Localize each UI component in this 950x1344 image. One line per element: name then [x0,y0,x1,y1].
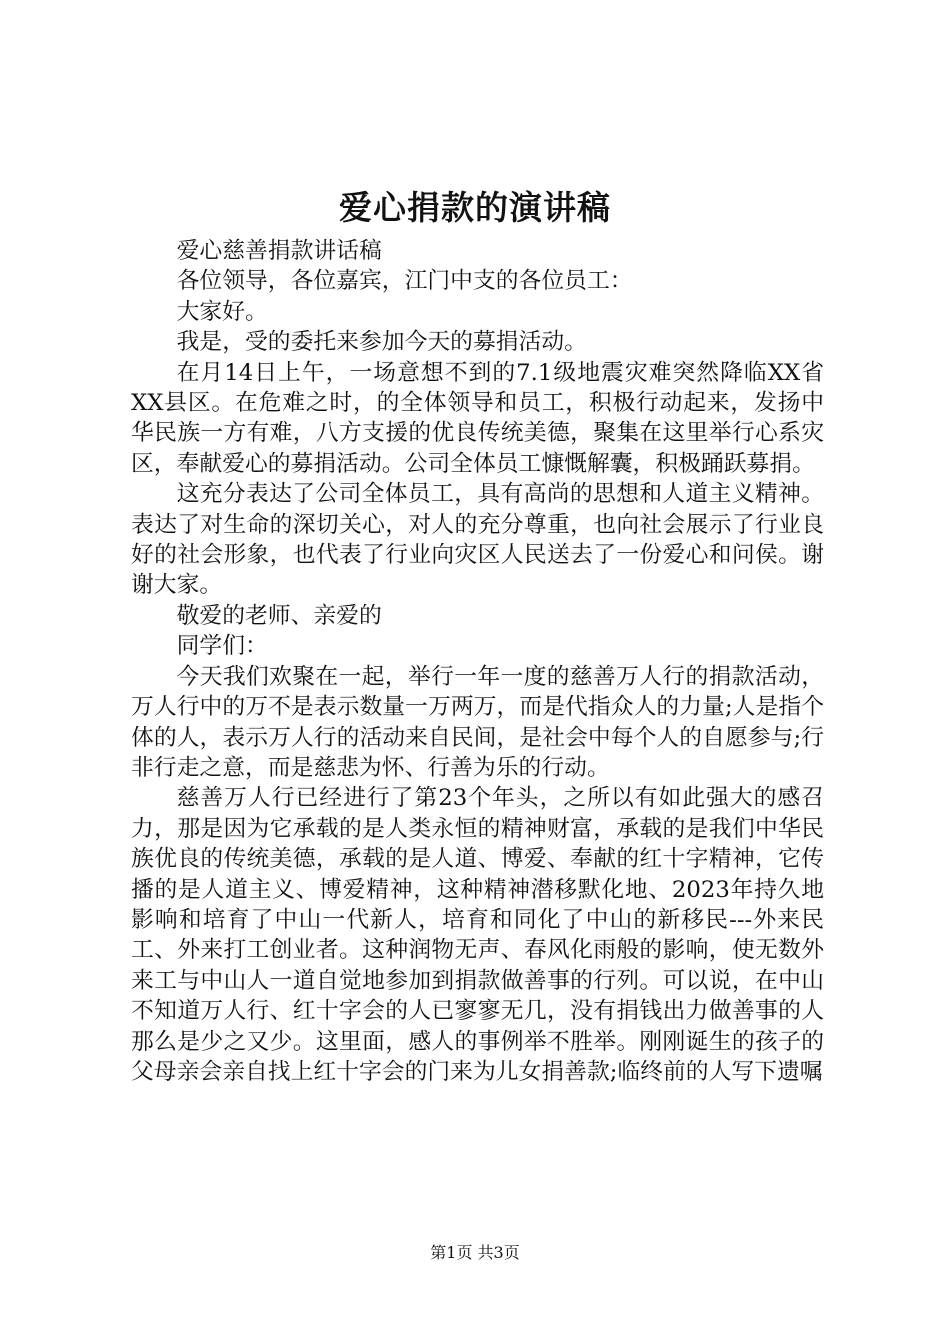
paragraph: 我是，受的委托来参加今天的募捐活动。 [176,329,587,356]
paragraph: 在月14日上午，一场意想不到的7.1级地震灾难突然降临XX省XX县区。在危难之时，的全体领导和员工，积极行动起来，发扬中华民族一方有难，八方支援的优良传统美德，聚集在这里举行心系灾区，奉献爱心的募捐活动。公司全体员工慷慨解囊，积极踊跃募捐。 [131,359,824,477]
document-title: 爱心捐款的演讲稿 [339,188,611,227]
paragraph: 各位领导，各位嘉宾，江门中支的各位员工： [176,268,633,295]
document-body [131,236,824,1087]
paragraph: 这充分表达了公司全体员工，具有高尚的思想和人道主义精神。表达了对生命的深切关心，对人的充分尊重，也向社会展示了行业良好的社会形象，也代表了行业向灾区人民送去了一份爱心和问侯。谢谢大家。 [131,481,824,599]
paragraph: 今天我们欢聚在一起，举行一年一度的慈善万人行的捐款活动，万人行中的万不是表示数量一万两万，而是代指众人的力量;人是指个体的人，表示万人行的活动来自民间，是社会中每个人的自愿参与;行非行走之意，而是慈悲为怀、行善为乐的行动。 [131,663,824,781]
paragraph: 爱心慈善捐款讲话稿 [176,238,382,264]
page-footer: 第1页 共3页 [430,1243,520,1262]
paragraph: 大家好。 [176,298,268,325]
paragraph: 慈善万人行已经进行了第23个年头，之所以有如此强大的感召力，那是因为它承载的是人类永恒的精神财富，承载的是我们中华民族优良的传统美德，承载的是人道、博爱、奉献的红十字精神，它传播的是人道主义、博爱精神，这种精神潜移默化地、2023年持久地影响和培育了中山一代新人，培育和同化了中山的新移民---外来民工、外来打工创业者。这种润物无声、春风化雨般的影响，使无数外来工与中山人一道自觉地参加到捐款做善事的行列。可以说，在中山不知道万人行、红十字会的人已寥寥无几，没有捐钱出力做善事的人那么是少之又少。这里面，感人的事例举不胜举。刚刚诞生的孩子的父母亲会亲自找上红十字会的门来为儿女捐善款;临终前的人写下遗嘱 [131,785,824,1085]
paragraph: 同学们： [176,633,268,660]
paragraph: 敬爱的老师、亲爱的 [176,602,382,629]
